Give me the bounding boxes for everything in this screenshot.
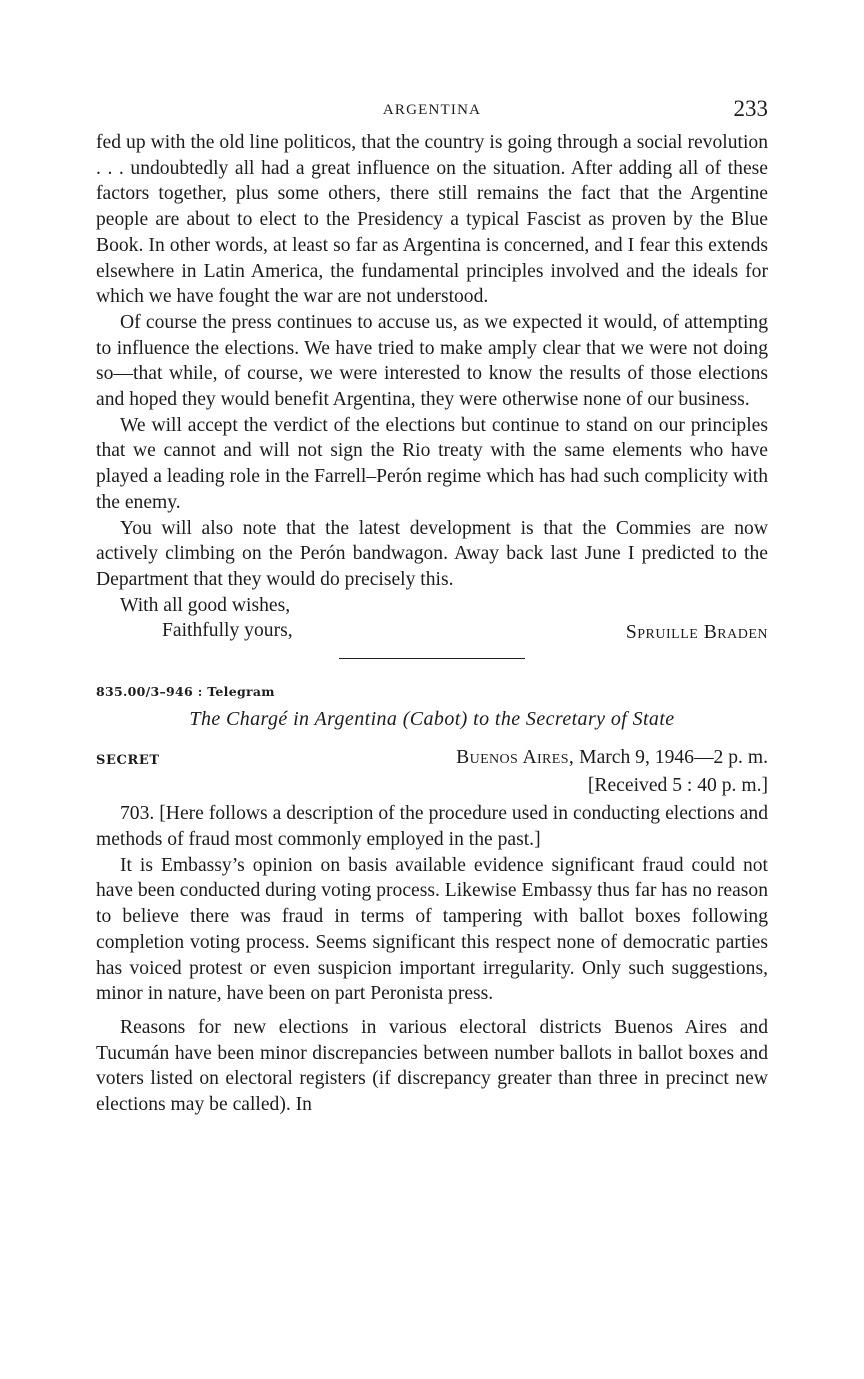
telegram-paragraph: Reasons for new elections in various electoral districts Buenos Aires and Tucumán have been minor discrepancies between number ballots in ballot boxes and voters listed on electoral registers (if discrepancy greater than three in precinct new elections may be called). In: [96, 1016, 768, 1116]
letter-body: [96, 130, 768, 644]
letter-paragraph: fed up with the old line politicos, that the country is going through a social revolution . . . undoubtedly all had a great influence on the situation. After adding all of these factors together, plus some others, there still remains the fact that the Argentine people are about to elect to the Presidency a typical Fascist as proven by the Blue Book. In other words, at least so far as Argentina is concerned, and I fear this extends elsewhere in Latin America, the fundamental principles involved and the ideals for which we have fought the war are not understood.: [96, 132, 768, 308]
page-number: 233: [733, 96, 768, 121]
running-title: ARGENTINA: [382, 102, 482, 118]
letter-paragraph: Of course the press continues to accuse us, as we expected it would, of attempting to influence the elections. We have tried to make amply clear that we were not doing so—that while, of course, we were interested to know the results of those elections and hoped they would benefit Argentina, they were otherwise none of our business.: [96, 311, 768, 411]
file-number: 835.00/3–946 : Telegram: [96, 684, 275, 700]
place: Buenos Aires,: [456, 747, 575, 769]
classification-label: SECRET: [96, 753, 160, 769]
telegram-body: [96, 801, 768, 1117]
letter-paragraph: You will also note that the latest development is that the Commies are now actively climbing on the Perón bandwagon. Away back last June I predicted to the Department that they would do precisely this.: [96, 517, 768, 590]
closing-wishes: With all good wishes,: [120, 594, 291, 616]
date: March 9, 1946—2 p. m.: [574, 747, 768, 769]
telegram-paragraph: It is Embassy’s opinion on basis available evidence significant fraud could not have been conducted during voting process. Likewise Embassy thus far has no reason to believe there was fraud in terms of tampering with ballot boxes following completion voting process. Seems significant this respect none of democratic parties has voiced protest or even suspicion important irregularity. Only such suggestions, minor in nature, have been on part Peronista press.: [96, 854, 768, 1005]
signature-row: [96, 618, 768, 644]
section-divider: [339, 658, 525, 659]
letter-paragraph: We will accept the verdict of the elections but continue to stand on our principles that we cannot and will not sign the Rio treaty with the same elements who have played a leading role in the Farrell–Perón regime which has had such complicity with the enemy.: [96, 414, 768, 513]
running-header: [96, 96, 768, 130]
received-time: [Received 5 : 40 p. m.]: [587, 775, 768, 797]
valediction: Faithfully yours,: [162, 620, 293, 642]
place-date: [456, 747, 768, 769]
dateline: [96, 747, 768, 773]
telegram-paragraph: 703. [Here follows a description of the procedure used in conducting elections and methods of fraud most commonly employed in the past.]: [96, 803, 768, 851]
signature: Spruille Braden: [625, 622, 768, 644]
document-page: [96, 96, 768, 1118]
document-title: The Chargé in Argentina (Cabot) to the Secretary of State: [189, 708, 675, 731]
